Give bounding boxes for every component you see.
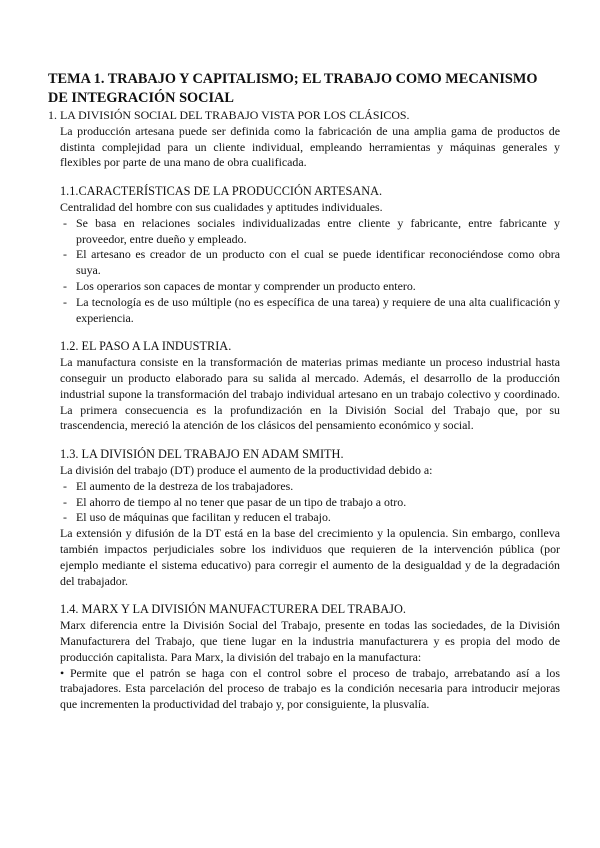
list-item: - El aumento de la destreza de los trabajadores. xyxy=(60,479,560,495)
section-1-number: 1. xyxy=(48,108,57,122)
section-1-2-heading: 1.2. EL PASO A LA INDUSTRIA. xyxy=(60,339,232,354)
section-1-heading-text: LA DIVISIÓN SOCIAL DEL TRABAJO VISTA POR LOS CLÁSICOS. xyxy=(60,108,410,122)
document-title: TEMA 1. TRABAJO Y CAPITALISMO; EL TRABAJO COMO MECANISMO DE INTEGRACIÓN SOCIAL xyxy=(48,71,538,106)
section-1-4-bullet: • Permite que el patrón se haga con el control sobre el proceso de trabajo, arrebatando así a los trabajadores. Esta parcelación del proceso de trabajo es la condición necesaria para introducir mejoras que incrementen la productividad del trabajo y, por consiguiente, la plusvalía. xyxy=(60,665,560,712)
section-1-3-paragraph: La extensión y difusión de la DT está en la base del crecimiento y la opulencia. Sin embargo, conlleva también impactos perjudiciales sobre los individuos que requieren de la intervención pública (por ejemplo mediante el sistema educativo) para corregir el aumento de la desigualdad y de la degradación del trabajador. xyxy=(60,526,560,588)
list-item: - La tecnología es de uso múltiple (no es específica de una tarea) y requiere de una alta cualificación y experiencia. xyxy=(60,295,560,327)
section-1-3-heading: 1.3. LA DIVISIÓN DEL TRABAJO EN ADAM SMITH. xyxy=(60,447,344,462)
section-1-1-heading: 1.1.CARACTERÍSTICAS DE LA PRODUCCIÓN ARTESANA. xyxy=(60,184,383,199)
section-1-1-intro: Centralidad del hombre con sus cualidades y aptitudes individuales. xyxy=(60,199,383,214)
section-1-4-paragraph: Marx diferencia entre la División Social del Trabajo, presente en todas las sociedades, de la División Manufacturera del Trabajo, que tiene lugar en la industria manufacturera y es propia del modo de producción capitalista. Para Marx, la división del trabajo en la manufactura: xyxy=(60,618,560,664)
list-item: - El uso de máquinas que facilitan y reducen el trabajo. xyxy=(60,510,560,526)
section-1-3-intro: La división del trabajo (DT) produce el aumento de la productividad debido a: xyxy=(60,462,433,477)
section-1-paragraph: La producción artesana puede ser definida como la fabricación de una amplia gama de productos de distinta complejidad para un cliente individual, empleando herramientas y máquinas generales y flexibles por parte de una mano de obra cualificada. xyxy=(60,123,560,170)
section-1-3-list xyxy=(48,479,560,526)
section-1-heading xyxy=(48,108,560,124)
section-1-4-heading: 1.4. MARX Y LA DIVISIÓN MANUFACTURERA DEL TRABAJO. xyxy=(60,602,406,617)
list-item: - El ahorro de tiempo al no tener que pasar de un tipo de trabajo a otro. xyxy=(60,495,560,511)
list-item: - Se basa en relaciones sociales individualizadas entre cliente y fabricante, entre fabricante y proveedor, entre dueño y empleado. xyxy=(60,216,560,248)
list-item: - El artesano es creador de un producto con el cual se puede identificar reconociéndose como obra suya. xyxy=(60,247,560,279)
section-1-2-paragraph: La manufactura consiste en la transformación de materias primas mediante un proceso industrial hasta conseguir un producto elaborado para su salida al mercado. Además, el desarrollo de la producción industrial supone la transformación del trabajo individual artesano en un trabajo colectivo y coordinado. La primera consecuencia es la profundización en la División Social del Trabajo que, por su trascendencia, mereció la atención de los clásicos del pensamiento económico y social. xyxy=(60,355,560,433)
list-item: - Los operarios son capaces de montar y comprender un producto entero. xyxy=(60,279,560,295)
document-body xyxy=(48,108,560,713)
section-1-1-list xyxy=(48,216,560,327)
